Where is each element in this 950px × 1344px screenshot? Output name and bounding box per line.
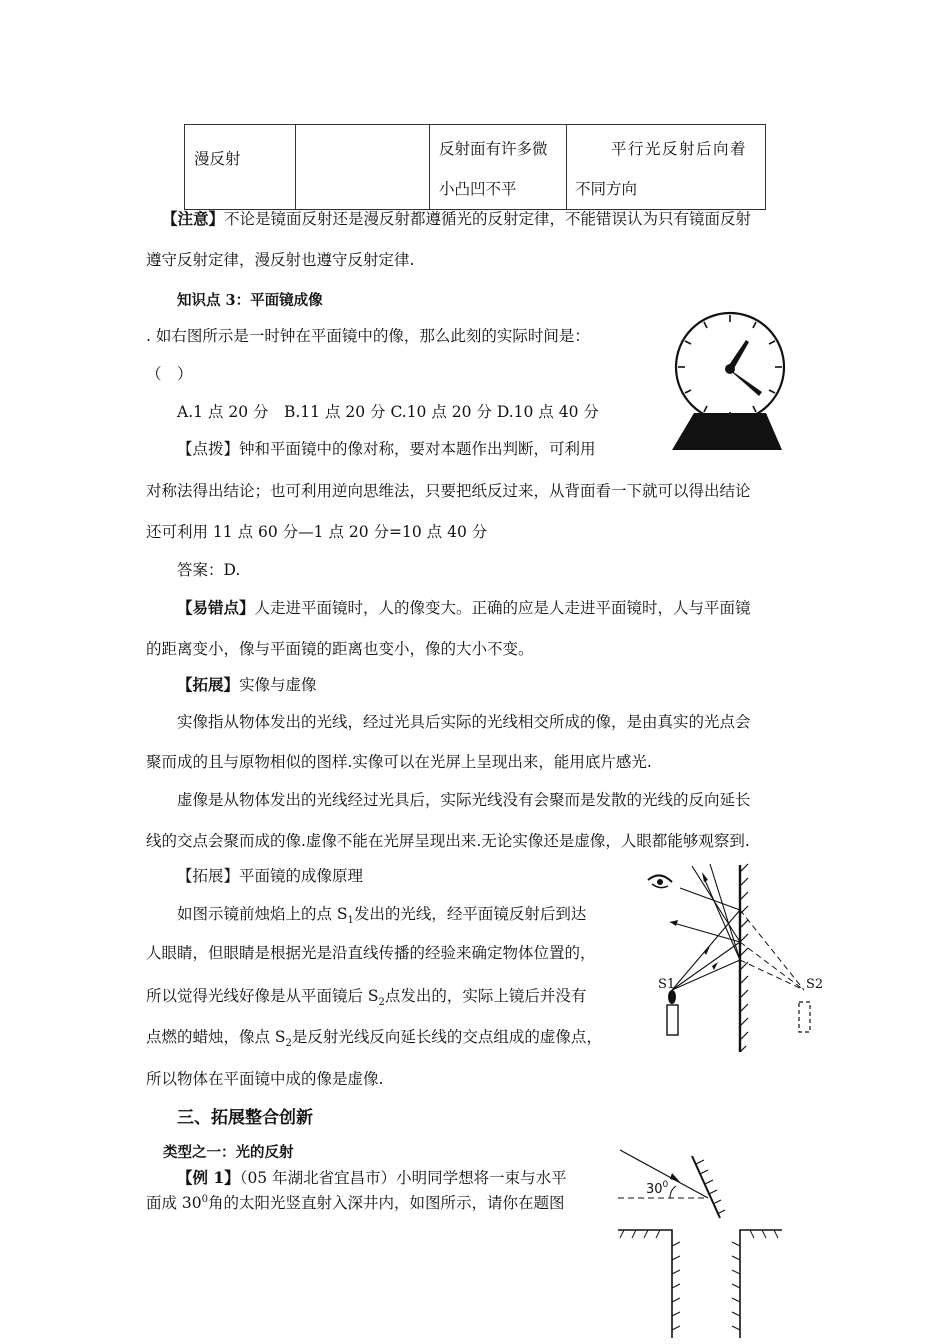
type1-title: 类型之一：光的反射 bbox=[163, 1144, 294, 1161]
clock-stand-icon bbox=[672, 413, 782, 450]
ext2-title: 【拓展】平面镜的成像原理 bbox=[177, 867, 364, 885]
example1-l2sup: 0 bbox=[201, 1193, 209, 1205]
ext1-p1-line1: 实像指从物体发出的光线，经过光具后实际的光线相交所成的像，是由真实的光点会 bbox=[177, 713, 751, 731]
hint-line2: 对称法得出结论；也可利用逆向思维法，只要把纸反过来，从背面看一下就可以得出结论 bbox=[146, 482, 751, 500]
light-rays-icon bbox=[670, 864, 740, 990]
example1-l2b: 角的太阳光竖直射入深井内，如图所示，请你在题图 bbox=[208, 1194, 565, 1212]
ext2-l4sub: 2 bbox=[285, 1038, 292, 1050]
question-options: A.1 点 20 分 B.11 点 20 分 C.10 点 20 分 D.10 点 40 分 bbox=[177, 403, 599, 421]
note-line2: 遵守反射定律，漫反射也遵守反射定律. bbox=[146, 251, 415, 269]
angle-label: $30^0$ bbox=[646, 1180, 669, 1197]
example1-line2 bbox=[146, 1191, 565, 1213]
example1-l2a: 面成 30 bbox=[146, 1194, 202, 1212]
ext1-p2-line2: 线的交点会聚而成的像.虚像不能在光屏呈现出来.无论实像还是虚像，人眼都能够观察到. bbox=[146, 832, 750, 850]
clock-center-icon bbox=[725, 364, 735, 374]
ext1-p2-line1: 虚像是从物体发出的光线经过光具后，实际光线没有会聚而是发散的光线的反向延长 bbox=[177, 791, 751, 809]
k3-title: 知识点 3：平面镜成像 bbox=[177, 292, 323, 309]
cell-feature-line2: 小凸凹不平 bbox=[439, 180, 517, 198]
label-s2: S2 bbox=[806, 977, 824, 992]
reflection-table bbox=[184, 124, 766, 210]
ext2-line2: 人眼睛，但眼睛是根据光是沿直线传播的经验来确定物体位置的， bbox=[146, 944, 596, 962]
question-line1: . 如右图所示是一时钟在平面镜中的像，那么此刻的实际时间是： bbox=[146, 327, 590, 345]
well-reflection-figure bbox=[610, 1138, 790, 1342]
ext2-line5: 所以物体在平面镜中成的像是虚像. bbox=[146, 1070, 384, 1088]
ext2-l3a: 所以觉得光线好像是从平面镜后 S bbox=[146, 987, 379, 1005]
hint-text1: 钟和平面镜中的像对称，要对本题作出判断，可利用 bbox=[239, 440, 596, 458]
ext2-l1sub: 1 bbox=[347, 915, 354, 927]
mistake-text1: 人走进平面镜时，人的像变大。正确的应是人走进平面镜时，人与平面镜 bbox=[254, 599, 751, 617]
example1-text1: （05 年湖北省宜昌市）小明同学想将一束与水平 bbox=[239, 1169, 567, 1187]
ext2-l1b: 发出的光线，经平面镜反射后到达 bbox=[353, 905, 587, 923]
mistake-line2: 的距离变小，像与平面镜的距离也变小，像的大小不变。 bbox=[146, 640, 534, 658]
cell-type-text: 漫反射 bbox=[194, 150, 241, 168]
example1-label: 【例 1】 bbox=[177, 1168, 240, 1187]
mirror-hatch-icon bbox=[740, 864, 748, 1052]
question-bracket: （ ） bbox=[146, 365, 193, 383]
ext2-line3 bbox=[146, 984, 586, 1008]
note-label: 【注意】 bbox=[162, 209, 225, 228]
table-cell-empty bbox=[296, 125, 430, 210]
hint-line3: 还可利用 11 点 60 分—1 点 20 分=10 点 40 分 bbox=[146, 523, 488, 541]
cell-result-line2: 不同方向 bbox=[575, 180, 638, 198]
ext2-line1 bbox=[177, 902, 586, 926]
table-row bbox=[185, 125, 766, 210]
answer-text: 答案：D. bbox=[177, 561, 241, 579]
table-cell-result bbox=[567, 125, 766, 210]
ext2-l4a: 点燃的蜡烛，像点 S bbox=[146, 1028, 286, 1046]
ext1-title bbox=[177, 673, 317, 695]
ext2-l4b: 是反射光线反向延长线的交点组成的虚像点， bbox=[291, 1028, 602, 1046]
table-cell-type bbox=[185, 125, 296, 210]
cell-result-line1: 平行光反射后向着 bbox=[611, 140, 748, 158]
hint-line1 bbox=[177, 437, 596, 459]
virtual-candle-icon bbox=[799, 1002, 810, 1032]
reflecting-mirror-icon bbox=[692, 1156, 720, 1218]
table-cell-feature bbox=[430, 125, 567, 210]
ext1-label: 【拓展】 bbox=[177, 675, 240, 694]
label-s1: S1 bbox=[658, 977, 676, 992]
sun-ray-icon bbox=[620, 1150, 708, 1198]
ext1-title-text: 实像与虚像 bbox=[239, 676, 317, 694]
mirror-clock-figure bbox=[664, 310, 794, 452]
cell-feature-line1: 反射面有许多微 bbox=[439, 140, 548, 158]
ray-arrows-icon bbox=[670, 872, 718, 970]
section3-title: 三、拓展整合创新 bbox=[177, 1108, 313, 1128]
hint-label: 【点拨】 bbox=[177, 440, 240, 458]
candle-icon bbox=[667, 1005, 678, 1035]
mirror-imaging-figure bbox=[640, 860, 836, 1056]
mistake-line1 bbox=[177, 596, 751, 618]
ext2-line4 bbox=[146, 1025, 602, 1049]
candle-flame-icon bbox=[668, 990, 676, 1004]
example1-line1 bbox=[177, 1166, 567, 1188]
note-text1: 不论是镜面反射还是漫反射都遵循光的反射定律，不能错误认为只有镜面反射 bbox=[224, 210, 752, 228]
well-walls-icon bbox=[618, 1230, 782, 1338]
virtual-rays-icon bbox=[740, 910, 804, 990]
note-line1 bbox=[162, 207, 751, 229]
mistake-label: 【易错点】 bbox=[177, 598, 255, 617]
ext2-l3sub: 2 bbox=[378, 997, 385, 1009]
ext2-l3b: 点发出的，实际上镜后并没有 bbox=[384, 987, 587, 1005]
ext1-p1-line2: 聚而成的且与原物相似的图样.实像可以在光屏上呈现出来，能用底片感光. bbox=[146, 753, 652, 771]
ext2-l1a: 如图示镜前烛焰上的点 S bbox=[177, 905, 348, 923]
